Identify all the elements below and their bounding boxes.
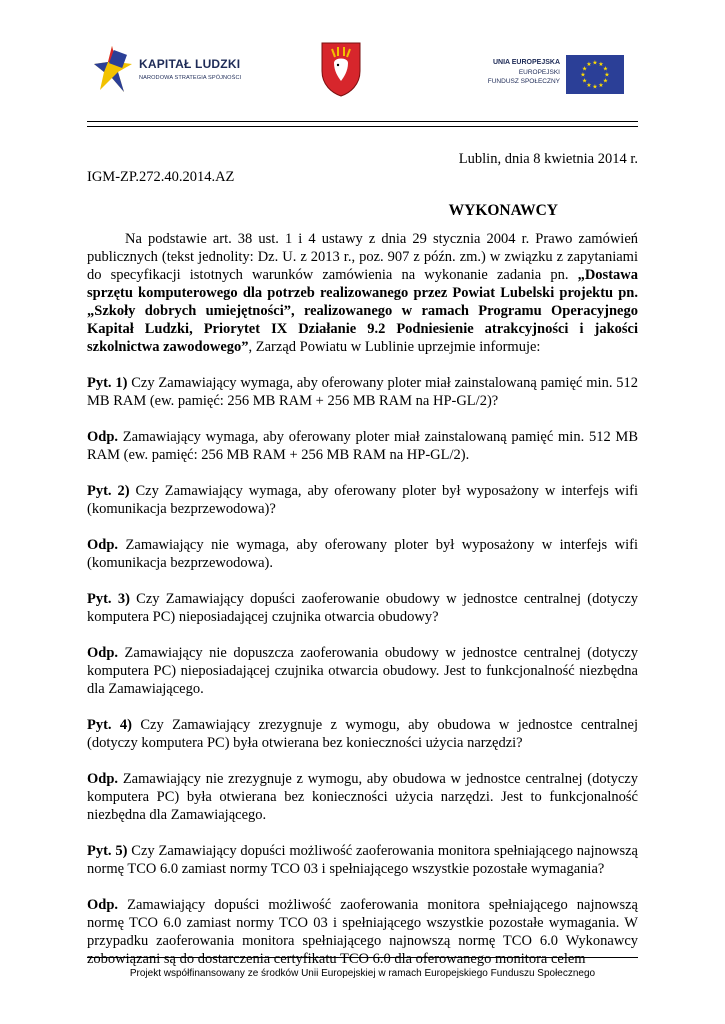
powiat-crest (320, 41, 362, 97)
eu-star-icon: ★ (602, 78, 609, 85)
qa-label: Odp. (87, 771, 119, 787)
eu-label (460, 58, 560, 86)
eu-star-icon: ★ (602, 66, 609, 73)
page-header (0, 0, 725, 120)
kapital-ludzki-title: KAPITAŁ LUDZKI (139, 57, 241, 71)
eu-flag-icon (566, 55, 624, 94)
eu-star-icon: ★ (592, 60, 598, 67)
qa-text: Zamawiający nie wymaga, aby oferowany ploter był wyposażony w interfejs wifi (komunikacja bezprzewodowa). (87, 537, 638, 571)
eu-line-2: EUROPEJSKI (518, 69, 560, 76)
eu-star-icon: ★ (586, 62, 592, 69)
eu-star-icon: ★ (604, 72, 610, 79)
qa-label: Pyt. 3) (87, 591, 130, 607)
qa-item (87, 374, 638, 410)
qa-text: Zamawiający dopuści możliwość zaoferowania monitora spełniającego najnowszą normę TCO 6.0 zamiast normy TCO 03 i spełniającego wszystkie pozostałe wymagania. W przypadku zaoferowania monitora spełniającego najnowszą normę TCO 6.0 Wykonawcy zobowiązani są do dostarczenia certyfikatu TCO 6.0 dla oferowanego monitora celem (87, 897, 638, 967)
eu-star-icon: ★ (586, 82, 592, 89)
qa-item (87, 590, 638, 626)
eu-flag (566, 55, 624, 94)
qa-label: Odp. (87, 645, 119, 661)
kapital-ludzki-subtitle: NARODOWA STRATEGIA SPÓJNOŚCI (139, 75, 242, 81)
qa-text: Czy Zamawiający dopuści zaoferowanie obudowy w jednostce centralnej (dotyczy komputera PC) nieposiadającej czujnika otwarcia obudowy? (87, 591, 638, 625)
footer-rule (87, 957, 638, 958)
letter-heading: WYKONAWCY (448, 202, 558, 219)
qa-label: Odp. (87, 537, 119, 553)
qa-text: Zamawiający nie dopuszcza zaoferowania obudowy w jednostce centralnej (dotyczy komputera PC) nieposiadającej czujnika otwarcia obudowy. Jest to funkcjonalność niezbędna dla Zamawiającego. (87, 645, 638, 697)
qa-text: Zamawiający nie zrezygnuje z wymogu, aby obudowa w jednostce centralnej (dotyczy komputera PC) była otwierana bez konieczności użycia narzędzi. Jest to funkcjonalność niezbędna dla Zamawiającego. (87, 771, 638, 823)
qa-item (87, 842, 638, 878)
qa-item (87, 716, 638, 752)
qa-item (87, 428, 638, 464)
header-rule-thin (87, 126, 638, 127)
footer-text: Projekt współfinansowany ze środków Unii Europejskiej w ramach Europejskiego Funduszu Społecznego (129, 968, 596, 979)
eu-star-icon: ★ (598, 82, 604, 89)
qa-item (87, 770, 638, 824)
letter-reference: IGM-ZP.272.40.2014.AZ (87, 169, 235, 185)
eu-line-3: FUNDUSZ SPOŁECZNY (487, 78, 560, 85)
kapital-ludzki-star-icon (94, 44, 134, 94)
letter-date: Lublin, dnia 8 kwietnia 2014 r. (458, 151, 638, 167)
qa-item (87, 536, 638, 572)
qa-text: Czy Zamawiający wymaga, aby oferowany ploter miał zainstalowaną pamięć min. 512 MB RAM (ew. pamięć: 256 MB RAM + 256 MB RAM na HP-GL/2)? (87, 375, 638, 409)
intro-project-title: „Dostawa sprzętu komputerowego dla potrzeb realizowanego przez Powiat Lubelski projektu pn. „Szkoły dobrych umiejętności”, realizowanego w ramach Programu Operacyjnego Kapitał Ludzki, Priorytet IX Działanie 9.2 Podniesienie atrakcyjności i jakości szkolnictwa zawodowego” (87, 267, 638, 355)
qa-label: Odp. (87, 429, 119, 445)
eu-star-icon: ★ (581, 66, 588, 73)
intro-closing: , Zarząd Powiatu w Lublinie uprzejmie informuje: (248, 339, 541, 355)
eu-star-icon: ★ (598, 62, 604, 69)
qa-item (87, 482, 638, 518)
qa-label: Pyt. 4) (87, 717, 133, 733)
qa-label: Pyt. 1) (87, 375, 128, 391)
qa-text: Czy Zamawiający dopuści możliwość zaoferowania monitora spełniającego najnowszą normę TCO 6.0 zamiast normy TCO 03 i spełniającego wszystkie pozostałe wymagania? (87, 843, 638, 877)
qa-text: Zamawiający wymaga, aby oferowany ploter miał zainstalowaną pamięć min. 512 MB RAM (ew. pamięć: 256 MB RAM + 256 MB RAM na HP-GL/2). (87, 429, 638, 463)
eu-line-1: UNIA EUROPEJSKA (492, 59, 560, 66)
qa-item (87, 644, 638, 698)
qa-text: Czy Zamawiający zrezygnuje z wymogu, aby obudowa w jednostce centralnej (dotyczy komputera PC) była otwierana bez konieczności użycia narzędzi? (87, 717, 639, 751)
qa-label: Pyt. 5) (87, 843, 128, 859)
header-rule-thick (87, 121, 638, 122)
deer-crest-icon (320, 41, 362, 97)
intro-text: Na podstawie art. 38 ust. 1 i 4 ustawy z dnia 29 stycznia 2004 r. Prawo zamówień publicznych (tekst jednolity: Dz. U. z 2013 r., poz. 907 z późn. zm.) w związku z zapytaniami do specyfikacji istotnych warunków zamówienia na wykonanie zadania pn. (87, 231, 638, 283)
qa-label: Pyt. 2) (87, 483, 130, 499)
eu-star-icon: ★ (592, 84, 598, 91)
letter-intro (87, 230, 638, 356)
letter-body (87, 150, 638, 968)
qa-text: Czy Zamawiający wymaga, aby oferowany ploter był wyposażony w interfejs wifi (komunikacja bezprzewodowa)? (87, 483, 638, 517)
qa-label: Odp. (87, 897, 119, 913)
eu-star-icon: ★ (580, 72, 586, 79)
eu-star-icon: ★ (581, 78, 588, 85)
kapital-ludzki-logo (94, 44, 244, 94)
